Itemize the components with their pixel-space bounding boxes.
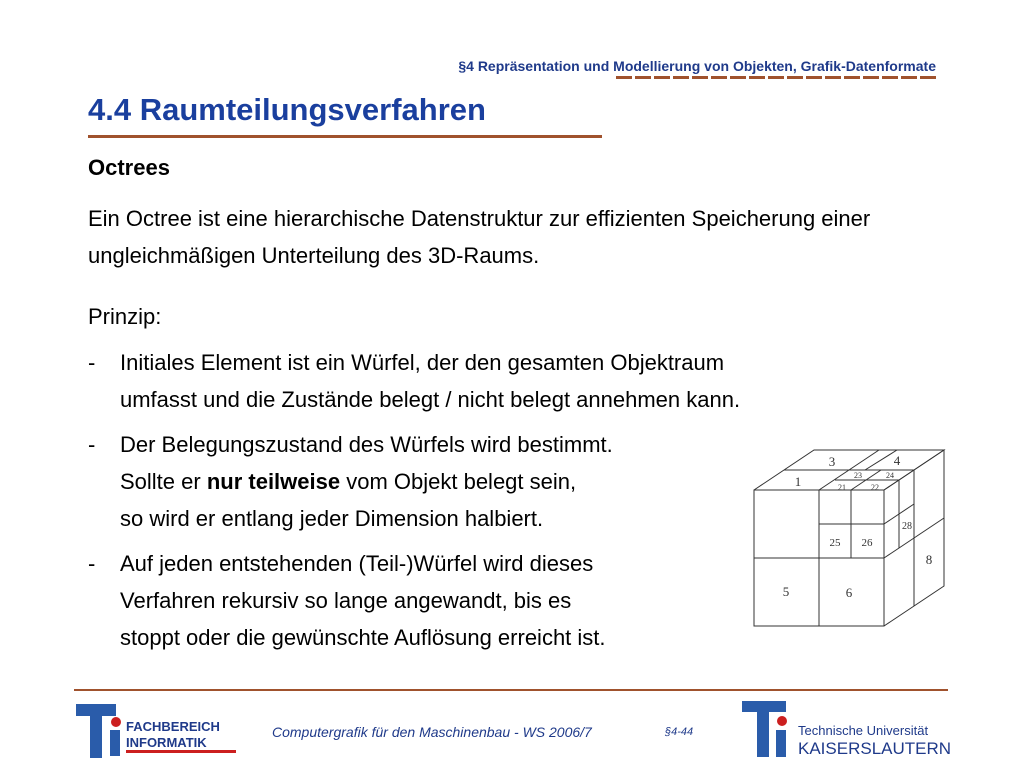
bullet-line: Initiales Element ist ein Würfel, der den gesamten Objektraum [120, 350, 725, 375]
bullet-line: Der Belegungszustand des Würfels wird bestimmt. [120, 432, 613, 457]
octree-cube-figure [752, 446, 946, 628]
cell-label: 24 [886, 471, 894, 480]
logo-i-stem [776, 730, 786, 757]
bullet-text-bold: nur teilweise [206, 469, 341, 494]
logo-dot [111, 717, 121, 727]
logo-dot [777, 716, 787, 726]
logo-text-line1: FACHBEREICH [126, 719, 220, 734]
bullet-line: Verfahren rekursiv so lange angewandt, bis es [120, 588, 572, 613]
course-title: Computergrafik für den Maschinenbau - WS 2006/7 [272, 724, 592, 740]
tu-name-line2: KAISERSLAUTERN [798, 739, 952, 758]
prinzip-label: Prinzip: [88, 304, 162, 329]
logo-t-stem [757, 701, 769, 757]
subheading: Octrees [88, 155, 170, 180]
bullet-line: so wird er entlang jeder Dimension halbiert. [120, 506, 544, 531]
chapter-underline [616, 76, 936, 79]
bullet-line: stoppt oder die gewünschte Auflösung erreicht ist. [120, 625, 606, 650]
footer-rule [74, 689, 948, 691]
bullet-marker: - [88, 551, 96, 576]
fachbereich-informatik-logo [74, 700, 244, 760]
bullet-marker: - [88, 350, 96, 375]
bullet-line: Auf jeden entstehenden (Teil-)Würfel wird dieses [120, 551, 594, 576]
cell-label: 3 [828, 454, 836, 469]
cell-label: 5 [782, 584, 790, 599]
slide-title: 4.4 Raumteilungsverfahren [88, 92, 486, 127]
cell-label: 1 [794, 474, 802, 489]
title-underline [88, 135, 602, 138]
bullet-text-pre: Sollte er [120, 469, 207, 494]
chapter-title: §4 Repräsentation und Modellierung von Objekten, Grafik-Datenformate [458, 58, 936, 74]
bullet-line: umfasst und die Zustände belegt / nicht belegt annehmen kann. [120, 387, 741, 412]
cell-label: 21 [838, 483, 846, 492]
cell-label: 6 [845, 585, 853, 600]
logo-underline [126, 750, 236, 753]
intro-paragraph: Ein Octree ist eine hierarchische Datenstruktur zur effizienten Speicherung einer ungleichmäßigen Unterteilung des 3D-Raums. [88, 206, 871, 268]
tu-kaiserslautern-logo [742, 697, 952, 759]
cell-label: 28 [902, 521, 912, 532]
bullet-marker: - [88, 432, 96, 457]
cell-label: 22 [871, 483, 879, 492]
cell-label: 23 [854, 471, 862, 480]
bullet-text [120, 344, 948, 418]
bullet-text-post: vom Objekt belegt sein, [340, 469, 577, 494]
cell-label: 4 [893, 453, 901, 468]
logo-text-line2: INFORMATIK [126, 735, 207, 750]
bullet-item [88, 344, 948, 418]
logo-i-stem [110, 730, 120, 756]
cell-label: 26 [861, 537, 873, 549]
cell-label: 8 [925, 552, 933, 567]
tu-name-line1: Technische Universität [798, 723, 929, 738]
page-number: §4-44 [665, 726, 694, 738]
logo-t-stem [90, 704, 102, 758]
cell-label: 25 [829, 537, 841, 549]
